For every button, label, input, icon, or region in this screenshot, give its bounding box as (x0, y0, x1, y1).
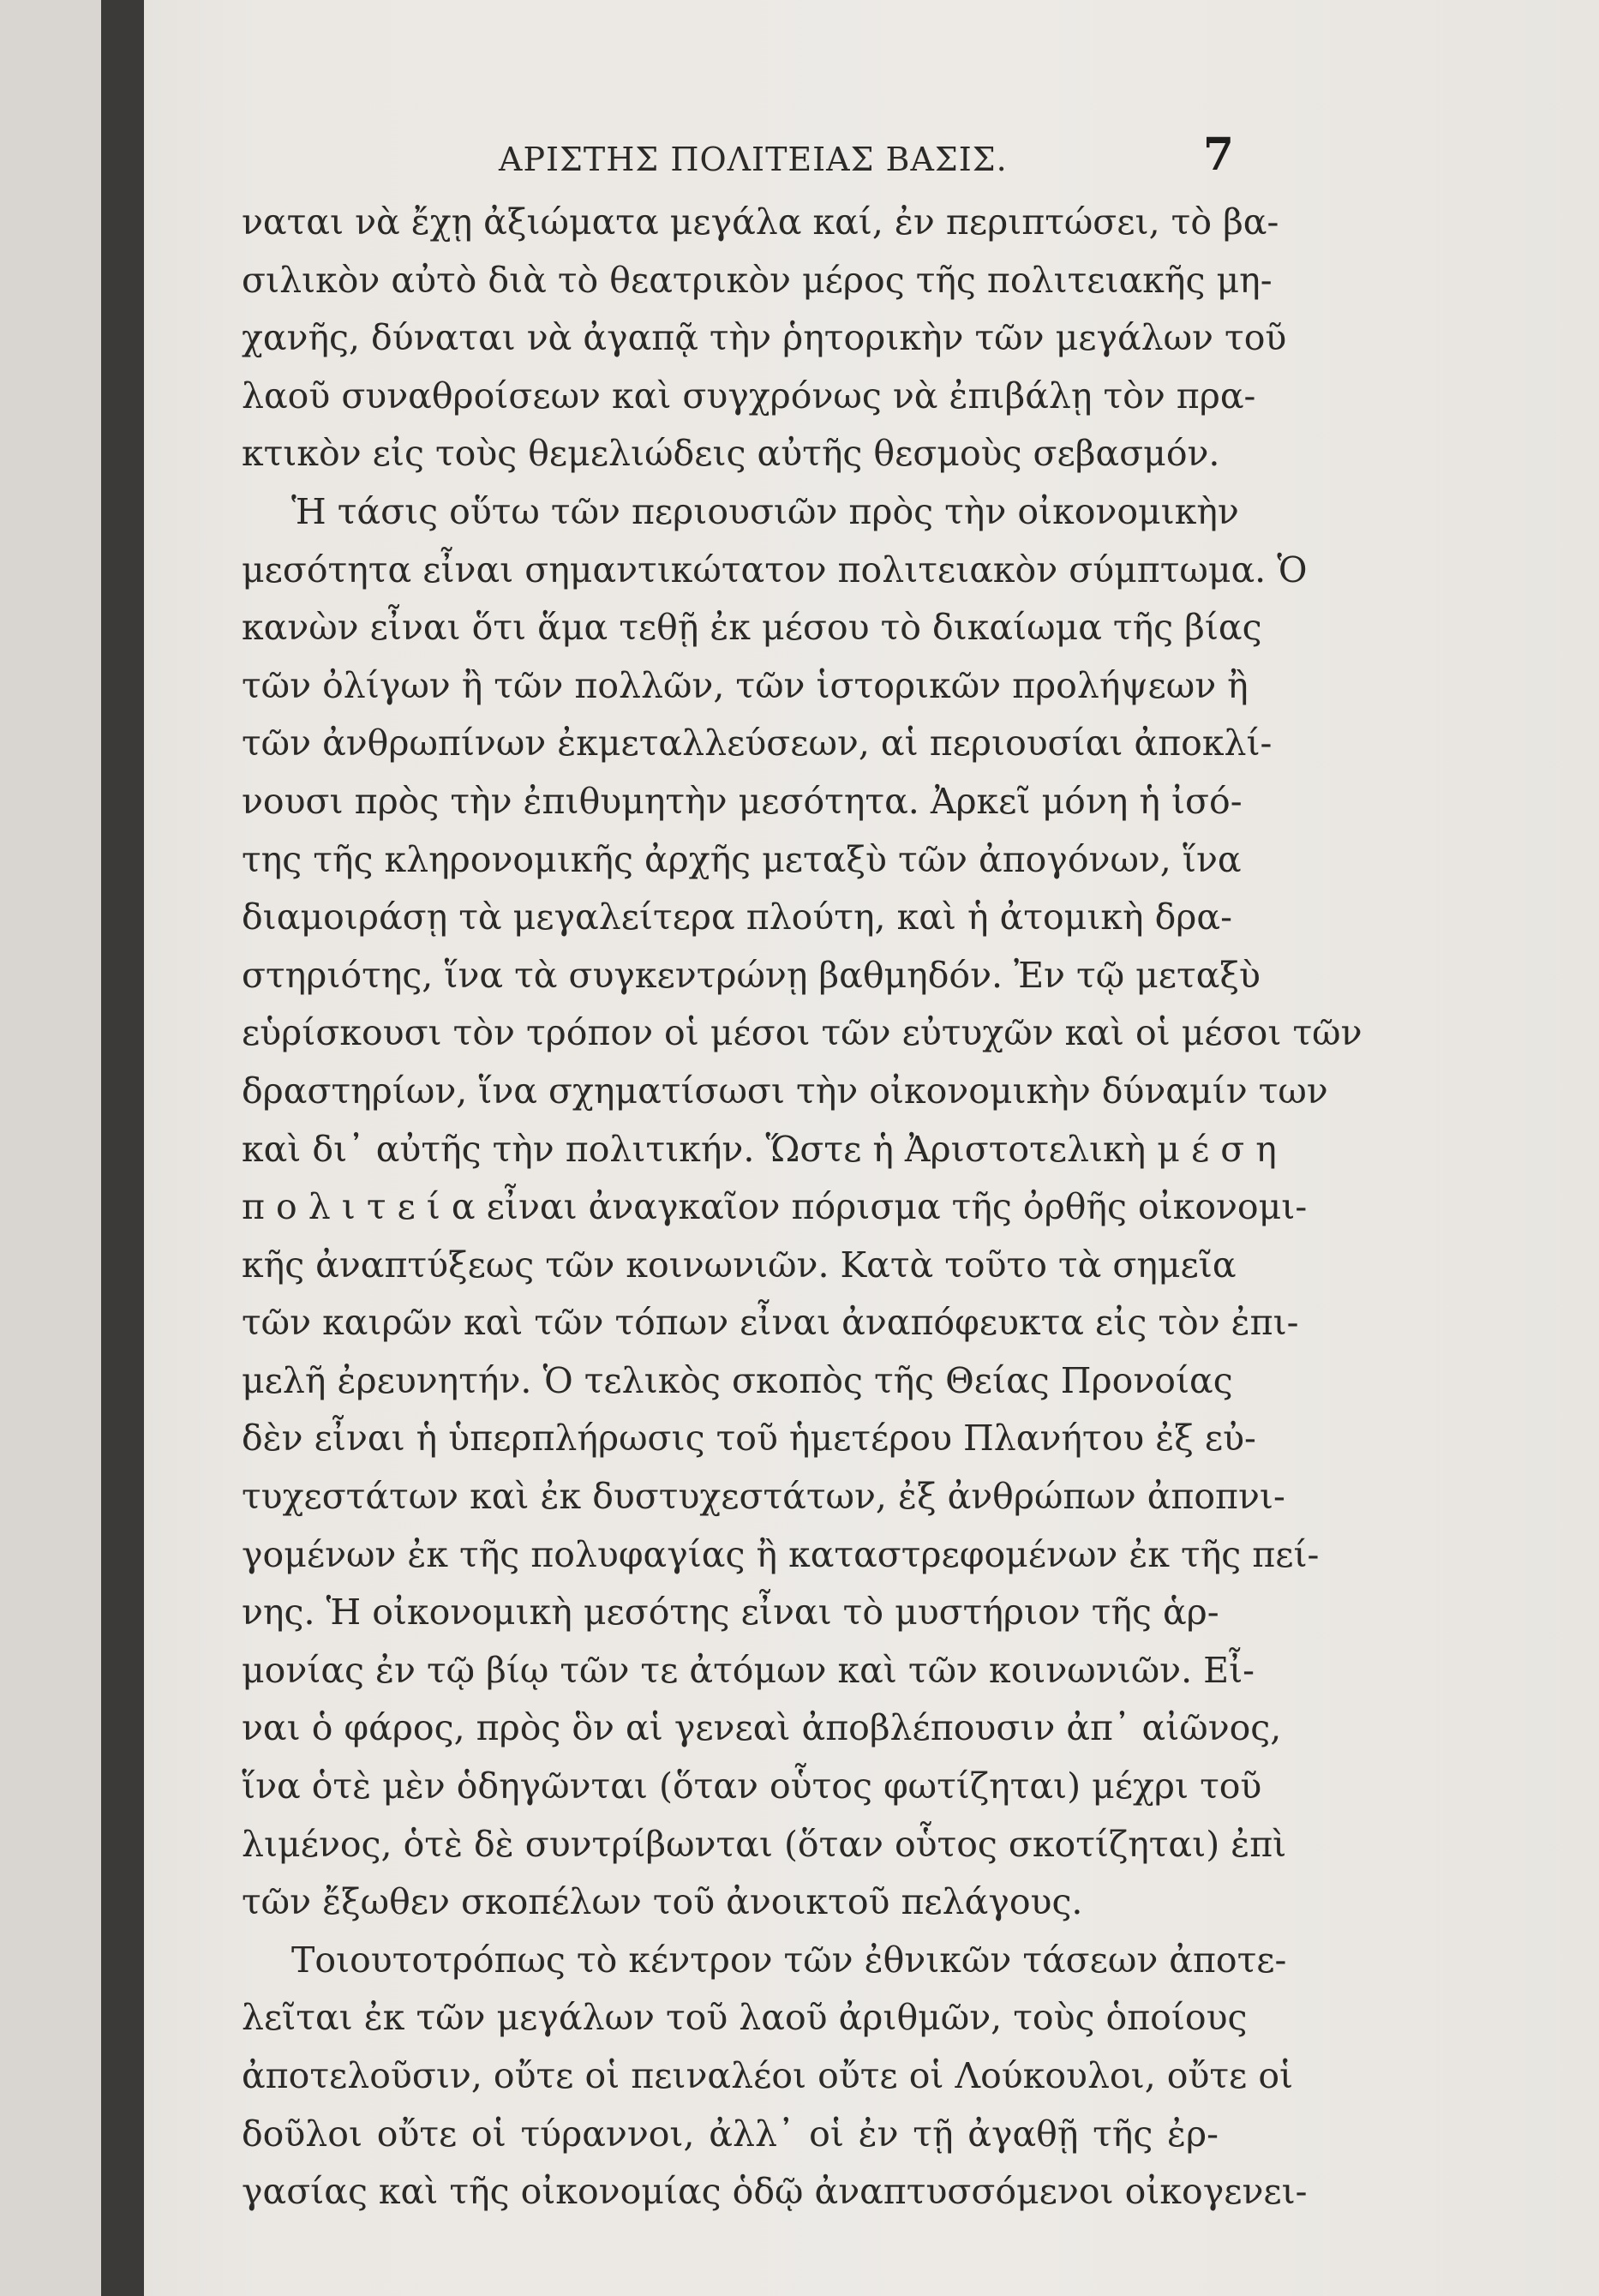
text-line: διαμοιράσῃ τὰ μεγαλείτερα πλούτη, καὶ ἡ ἀτομικὴ δρα- (242, 896, 1232, 938)
text-line: χανῆς, δύναται νὰ ἀγαπᾷ τὴν ῥητορικὴν τῶν μεγάλων τοῦ (242, 317, 1287, 359)
text-line: τῶν ἀνθρωπίνων ἐκμεταλλεύσεων, αἱ περιουσίαι ἀποκλί- (242, 722, 1273, 764)
text-line: τυχεστάτων καὶ ἐκ δυστυχεστάτων, ἐξ ἀνθρώπων ἀποπνι- (242, 1476, 1285, 1518)
text-line: δοῦλοι οὔτε οἱ τύραννοι, ἀλλ᾽ οἱ ἐν τῇ ἀγαθῇ τῆς ἐρ- (242, 2113, 1219, 2155)
text-line: σιλικὸν αὐτὸ διὰ τὸ θεατρικὸν μέρος τῆς πολιτειακῆς μη- (242, 259, 1273, 301)
page-header (360, 129, 1234, 180)
text-line: κανὼν εἶναι ὅτι ἅμα τεθῇ ἐκ μέσου τὸ δικαίωμα τῆς βίας (242, 607, 1262, 649)
text-line: εὑρίσκουσι τὸν τρόπον οἱ μέσοι τῶν εὐτυχῶν καὶ οἱ μέσοι τῶν (242, 1012, 1362, 1054)
text-line: ναται νὰ ἔχῃ ἀξιώματα μεγάλα καί, ἐν περιπτώσει, τὸ βα- (242, 201, 1279, 243)
text-line: Ἡ τάσις οὕτω τῶν περιουσιῶν πρὸς τὴν οἰκονομικὴν (291, 490, 1239, 532)
text-line: κῆς ἀναπτύξεως τῶν κοινωνιῶν. Κατὰ τοῦτο τὰ σημεῖα (242, 1244, 1237, 1286)
text-line: μεσότητα εἶναι σημαντικώτατον πολιτειακὸν σύμπτωμα. Ὁ (242, 549, 1308, 590)
text-line: ναι ὁ φάρος, πρὸς ὃν αἱ γενεαὶ ἀποβλέπουσιν ἀπ᾽ αἰῶνος, (242, 1707, 1282, 1749)
text-line: λεῖται ἐκ τῶν μεγάλων τοῦ λαοῦ ἀριθμῶν, τοὺς ὁποίους (242, 1997, 1248, 2039)
text-line: νουσι πρὸς τὴν ἐπιθυμητὴν μεσότητα. Ἀρκεῖ μόνη ἡ ἰσό- (242, 780, 1243, 822)
text-line: γομένων ἐκ τῆς πολυφαγίας ἢ καταστρεφομένων ἐκ τῆς πεί- (242, 1533, 1320, 1575)
text-line: λαοῦ συναθροίσεων καὶ συγχρόνως νὰ ἐπιβάλῃ τὸν πρα- (242, 375, 1256, 417)
body-text (242, 194, 1362, 2221)
text-line: λιμένος, ὁτὲ δὲ συντρίβωνται (ὅταν οὗτος σκοτίζηται) ἐπὶ (242, 1823, 1287, 1865)
text-line: τῶν ἔξωθεν σκοπέλων τοῦ ἀνοικτοῦ πελάγους. (242, 1881, 1083, 1923)
text-line: κτικὸν εἰς τοὺς θεμελιώδεις αὐτῆς θεσμοὺς σεβασμόν. (242, 433, 1220, 475)
text-line: δραστηρίων, ἵνα σχηματίσωσι τὴν οἰκονομικὴν δύναμίν των (242, 1070, 1328, 1112)
text-line: ἀποτελοῦσιν, οὔτε οἱ πειναλέοι οὔτε οἱ Λούκουλοι, οὔτε οἱ (242, 2055, 1294, 2096)
text-line: μελῆ ἐρευνητήν. Ὁ τελικὸς σκοπὸς τῆς Θείας Προνοίας (242, 1359, 1233, 1401)
text-line: μονίας ἐν τῷ βίῳ τῶν τε ἀτόμων καὶ τῶν κοινωνιῶν. Εἶ- (242, 1649, 1255, 1691)
text-line: τῶν ὀλίγων ἢ τῶν πολλῶν, τῶν ἱστορικῶν προλήψεων ἢ (242, 664, 1249, 706)
text-line: νης. Ἡ οἰκονομικὴ μεσότης εἶναι τὸ μυστήριον τῆς ἁρ- (242, 1592, 1219, 1634)
text-line: στηριότης, ἵνα τὰ συγκεντρώνῃ βαθμηδόν. Ἐν τῷ μεταξὺ (242, 954, 1261, 996)
text-line: τῶν καιρῶν καὶ τῶν τόπων εἶναι ἀναπόφευκτα εἰς τὸν ἐπι- (242, 1302, 1299, 1344)
text-line: καὶ δι᾽ αὐτῆς τὴν πολιτικήν. Ὥστε ἡ Ἀριστοτελικὴ μ έ σ η (242, 1128, 1277, 1170)
book-binding-edge (101, 0, 144, 2296)
text-line: π ο λ ι τ ε ί α εἶναι ἀναγκαῖον πόρισμα τῆς ὀρθῆς οἰκονομι- (242, 1186, 1308, 1228)
text-line: δὲν εἶναι ἡ ὑπερπλήρωσις τοῦ ἡμετέρου Πλανήτου ἐξ εὐ- (242, 1418, 1256, 1460)
text-line: γασίας καὶ τῆς οἰκονομίας ὁδῷ ἀναπτυσσόμενοι οἰκογενει- (242, 2171, 1308, 2213)
running-title: ΑΡΙΣΤΗΣ ΠΟΛΙΤΕΙΑΣ ΒΑΣΙΣ. (499, 141, 1008, 178)
text-line: Τοιουτοτρόπως τὸ κέντρον τῶν ἐθνικῶν τάσεων ἀποτε- (291, 1939, 1287, 1981)
text-line: ἵνα ὁτὲ μὲν ὁδηγῶνται (ὅταν οὗτος φωτίζηται) μέχρι τοῦ (242, 1765, 1262, 1807)
page-number: 7 (1202, 129, 1234, 181)
text-line: της τῆς κληρονομικῆς ἀρχῆς μεταξὺ τῶν ἀπογόνων, ἵνα (242, 838, 1242, 880)
